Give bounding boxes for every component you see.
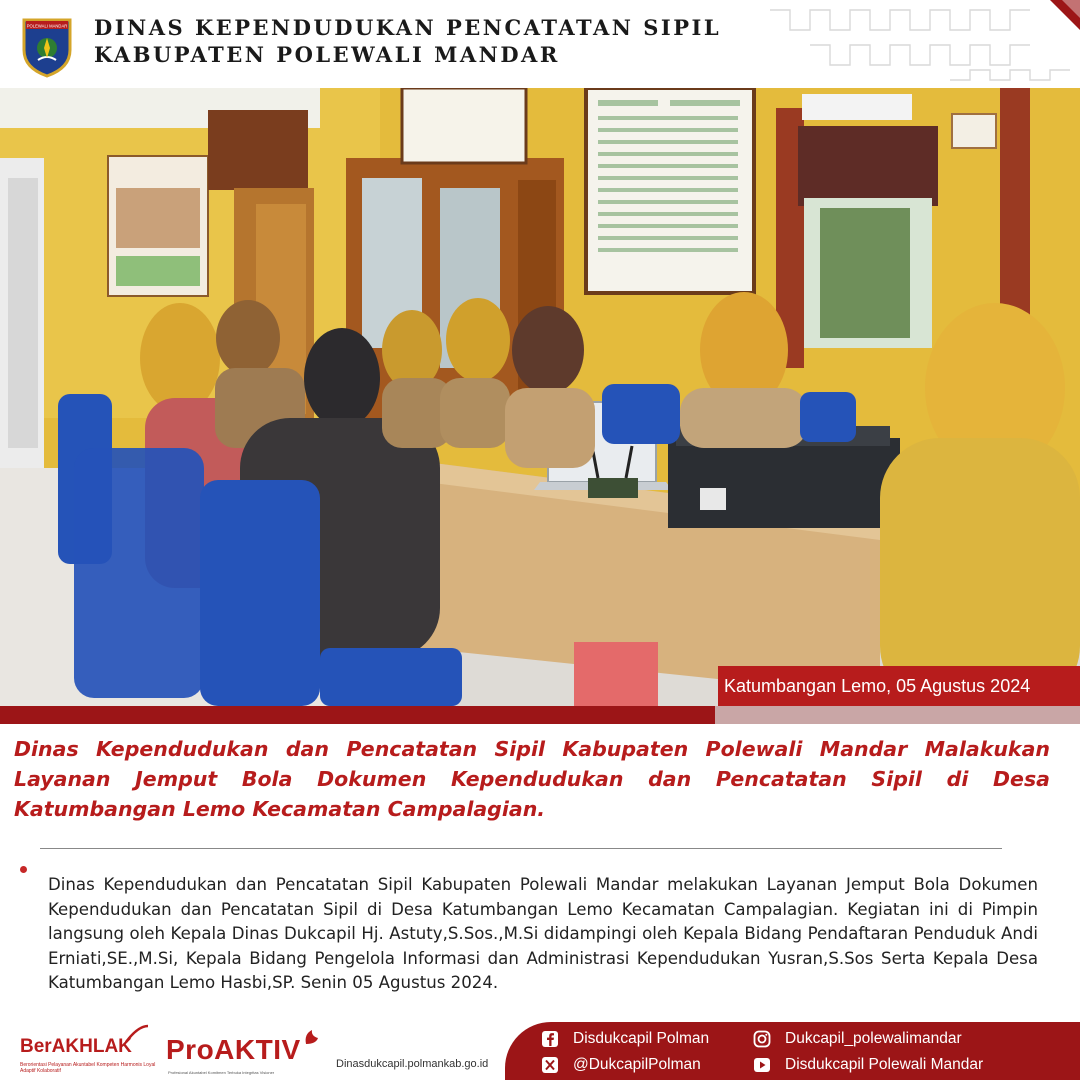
- org-name-line1: DINAS KEPENDUDUKAN PENCATATAN SIPIL: [94, 15, 722, 40]
- social-facebook[interactable]: [541, 1030, 709, 1048]
- proaktiv-brand: ProAKTIV: [166, 1034, 301, 1065]
- section-divider: [40, 848, 1002, 849]
- svg-text:POLEWALI MANDAR: POLEWALI MANDAR: [26, 23, 68, 29]
- proaktiv-tagline: Profesional Akuntabel Komitmen Terbuka Integritas Visioner: [168, 1070, 275, 1075]
- bullet-icon: [20, 866, 27, 873]
- x-icon: [541, 1056, 559, 1074]
- red-divider-band: [0, 706, 1080, 724]
- event-photo: [0, 88, 1080, 706]
- berakhlak-logo: [20, 1024, 160, 1078]
- proaktiv-logo: [166, 1028, 326, 1078]
- social-media-panel: [505, 1022, 1080, 1080]
- org-name-line2: KABUPATEN POLEWALI MANDAR: [94, 42, 560, 67]
- proaktiv-flame-icon: [302, 1028, 322, 1046]
- article-headline: Dinas Kependudukan dan Pencatatan Sipil Kabupaten Polewali Mandar Malakukan Layanan Jemput Bola Dokumen Kependudukan dan Pencatatan Sipil di Desa Katumbangan Lemo Kecamatan Campalagian.: [14, 737, 1050, 821]
- website-link[interactable]: Dinasdukcapil.polmankab.go.id: [336, 1058, 489, 1070]
- facebook-icon: [541, 1030, 559, 1048]
- social-x[interactable]: [541, 1056, 701, 1074]
- x-handle: @DukcapilPolman: [573, 1056, 701, 1073]
- youtube-icon: [753, 1056, 771, 1074]
- regency-logo: [20, 14, 74, 78]
- berakhlak-brand: BerAKHLAK: [20, 1036, 132, 1057]
- facebook-handle: Disdukcapil Polman: [573, 1030, 710, 1047]
- social-youtube[interactable]: [753, 1056, 983, 1074]
- youtube-handle: Disdukcapil Polewali Mandar: [785, 1056, 984, 1073]
- photo-caption: Katumbangan Lemo, 05 Agustus 2024: [718, 666, 1080, 706]
- social-instagram[interactable]: [753, 1030, 962, 1048]
- article-body: Dinas Kependudukan dan Pencatatan Sipil Kabupaten Polewali Mandar melakukan Layanan Jemput Bola Dokumen Kependudukan dan Pencatatan Sipil di Desa Katumbangan Lemo Kecamatan Campalagian. Kegiatan ini di Pimpin langsung oleh Kepala Dinas Dukcapil Hj. Astuty,S.Sos.,M.Si didampingi oleh Kepala Bidang Pendaftaran Penduduk Andi Erniati,SE.,M.Si, Kepala Bidang Pengelola Informasi dan Administrasi Kependudukan Yusran,S.Sos Serta Kepala Desa Katumbangan Lemo Hasbi,SP. Senin 05 Agustus 2024.: [48, 875, 1038, 992]
- header: [0, 0, 1080, 88]
- berakhlak-tagline: Berorientasi Pelayanan Akuntabel Kompeten Harmonis Loyal Adaptif Kolaboratif: [20, 1062, 156, 1074]
- instagram-icon: [753, 1030, 771, 1048]
- instagram-handle: Dukcapil_polewalimandar: [785, 1030, 962, 1047]
- header-pattern-decoration: [750, 0, 1080, 88]
